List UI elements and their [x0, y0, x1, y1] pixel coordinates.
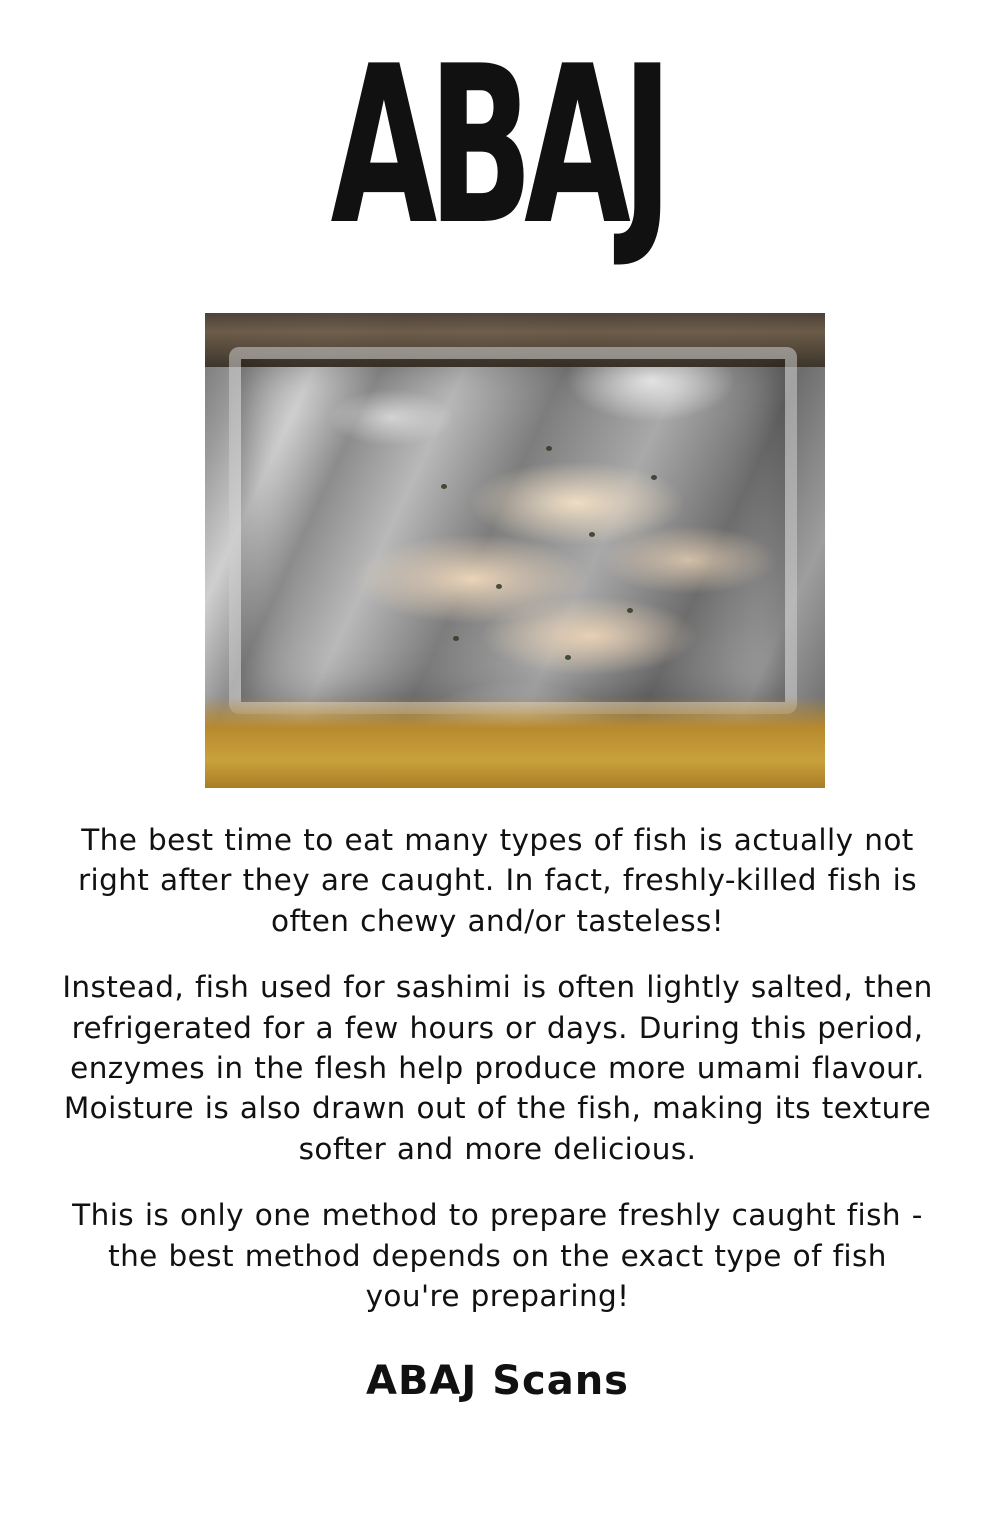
paragraph-1: The best time to eat many types of fish is actually not right after they are caught. In fact, freshly-killed fish is often chewy and/or tasteless!	[77, 823, 918, 938]
pepper-speck-icon	[589, 532, 595, 537]
tray-rim	[229, 347, 797, 714]
pepper-speck-icon	[546, 446, 552, 451]
scanlation-credit: ABAJ Scans	[365, 1358, 629, 1404]
pepper-speck-icon	[565, 655, 571, 660]
abaj-logo: ABAJ	[330, 20, 665, 274]
pepper-speck-icon	[441, 484, 447, 489]
pepper-speck-icon	[627, 608, 633, 613]
logo-header	[0, 20, 995, 274]
counter-surface	[205, 696, 825, 788]
article-body	[60, 820, 935, 1316]
fish-fillets-photo	[205, 313, 825, 788]
pepper-speck-icon	[651, 475, 657, 480]
paragraph-2: Instead, fish used for sashimi is often lightly salted, then refrigerated for a few hours or days. During this period, enzymes in the flesh help produce more umami flavour. Moisture is also drawn out of the fish, making its texture softer and more delicious.	[62, 970, 933, 1166]
paragraph-3: This is only one method to prepare freshly caught fish - the best method depends on the exact type of fish you're preparing!	[72, 1198, 923, 1314]
pepper-speck-icon	[453, 636, 459, 641]
